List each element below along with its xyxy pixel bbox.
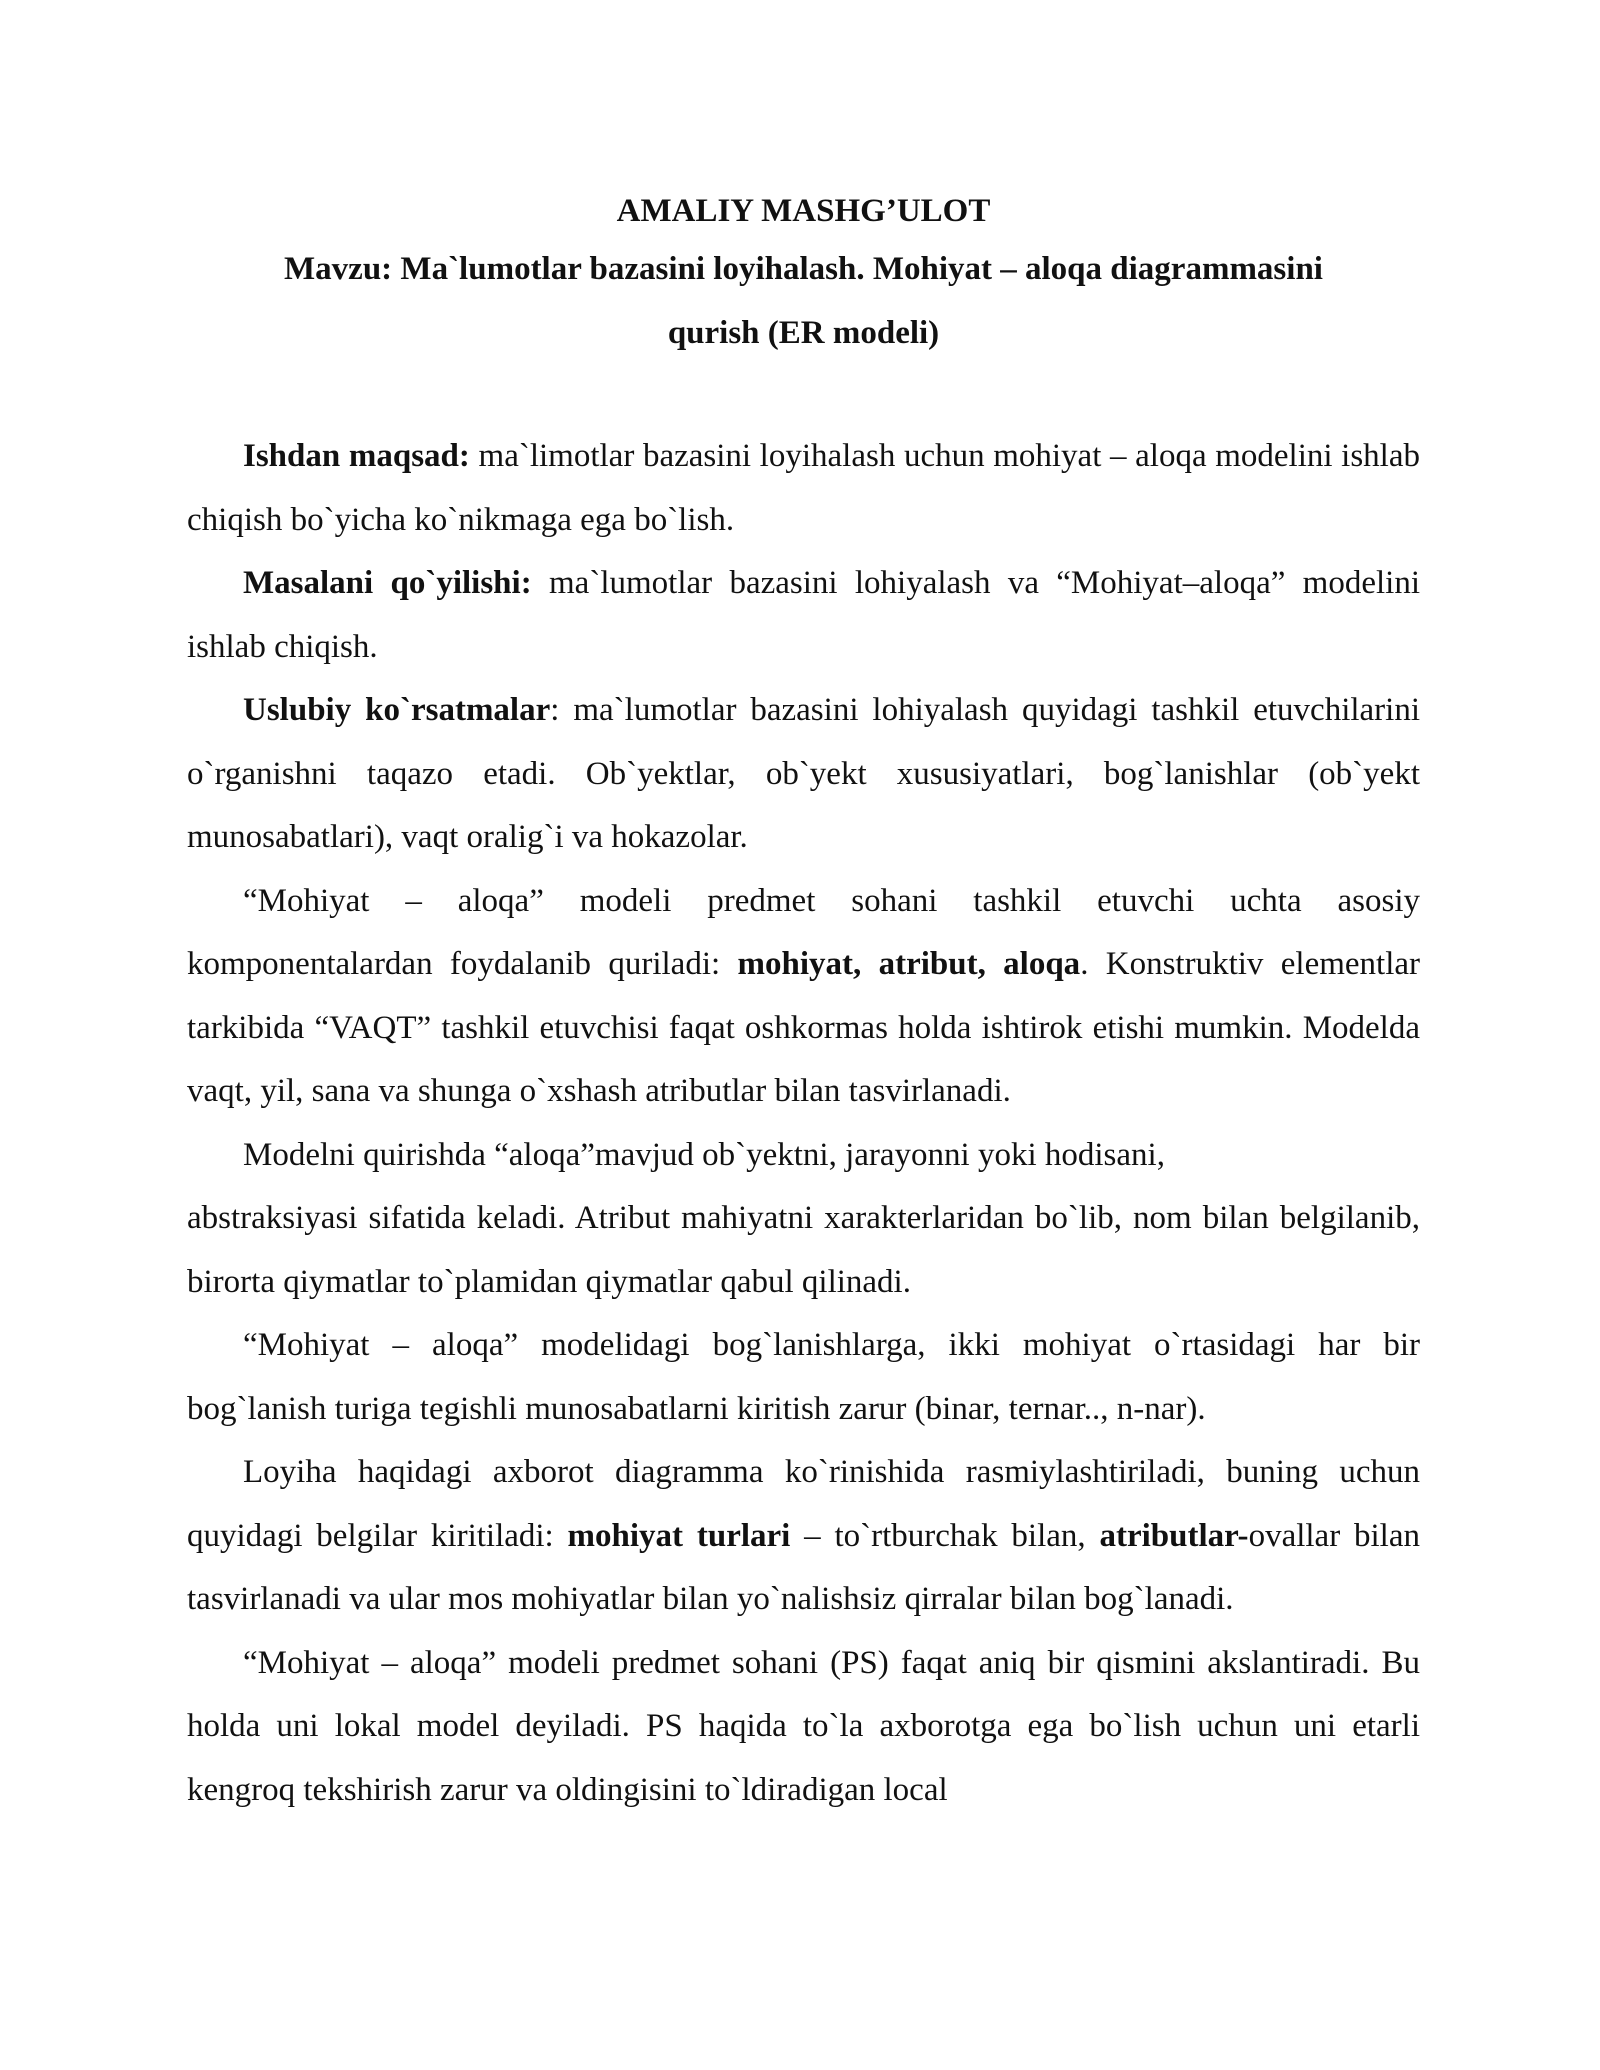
paragraph-model-building-line: Modelni quirishda “aloqa”mavjud ob`yektni, jarayonni yoki hodisani,: [243, 1136, 1165, 1173]
paragraph-guidelines: [187, 679, 1420, 870]
notation-text-a: Loyiha haqidagi axborot diagramma ko`rinishida rasmiylashtiriladi, buning uchun quyidagi belgilar kiritiladi:: [187, 1454, 1420, 1554]
subtitle-line-1: Mavzu: Ma`lumotlar bazasini loyihalash. Mohiyat – aloqa diagrammasini: [284, 251, 1323, 287]
purpose-label: Ishdan maqsad:: [243, 438, 470, 474]
notation-bold-b: atributlar-: [1099, 1517, 1249, 1554]
task-label: Masalani qo`yilishi:: [243, 565, 532, 601]
paragraph-model-building: abstraksiyasi sifatida keladi. Atribut mahiyatni xarakterlaridan bo`lib, nom bilan belgilanib, birorta qiymatlar to`plamidan qiymatlar qabul qilinadi.: [187, 1200, 1420, 1300]
document-content: [187, 185, 1420, 1822]
guidelines-label: Uslubiy ko`rsatmalar: [243, 692, 551, 728]
paragraph-model-components: [187, 870, 1420, 1124]
document-title: AMALIY MASHG’ULOT: [616, 193, 991, 229]
task-text: ma`lumotlar bazasini lohiyalash va “Mohiyat–aloqa” modelini ishlab chiqish.: [187, 565, 1420, 665]
components-bold: mohiyat, atribut, aloqa: [737, 946, 1081, 982]
paragraph-task: [187, 552, 1420, 679]
components-text-b: . Konstruktiv elementlar tarkibida “VAQT” tashkil etuvchisi faqat oshkormas holda ishtirok etishi mumkin. Modelda vaqt, yil, sana va shunga o`xshash atributlar bilan tasvirlanadi.: [187, 946, 1421, 1109]
paragraph-local-model: “Mohiyat – aloqa” modeli predmet sohani (PS) faqat aniq bir qismini akslantiradi. Bu holda uni lokal model deyiladi. PS haqida to`la axborotga ega bo`lish uchun uni etarli kengroq tekshirish zarur va oldingisini to`ldiradigan local: [187, 1644, 1420, 1808]
notation-text-c: ovallar bilan tasvirlanadi va ular mos mohiyatlar bilan yo`nalishsiz qirralar bilan bog`lanadi.: [187, 1517, 1420, 1617]
purpose-text: ma`limotlar bazasini loyihalash uchun mohiyat – aloqa modelini ishlab chiqish bo`yicha ko`nikmaga ega bo`lish.: [187, 438, 1420, 538]
paragraph-purpose: [187, 425, 1420, 552]
paragraph-diagram-notation: [187, 1441, 1420, 1632]
guidelines-text: : ma`lumotlar bazasini lohiyalash quyidagi tashkil etuvchilarini o`rganishni taqazo etadi. Ob`yektlar, ob`yekt xususiyatlari, bog`lanishlar (ob`yekt munosabatlari), vaqt oralig`i va hokazolar.: [187, 692, 1421, 855]
notation-text-b: – to`rtburchak bilan,: [790, 1517, 1100, 1554]
subtitle-line-2: qurish (ER modeli): [667, 315, 940, 351]
components-text-a: “Mohiyat – aloqa” modeli predmet sohani tashkil etuvchi uchta asosiy komponentalardan foydalanib quriladi:: [187, 882, 1420, 982]
notation-bold-a: mohiyat turlari: [567, 1517, 791, 1554]
document-subtitle: [187, 237, 1420, 365]
document-body: [187, 425, 1420, 1822]
paragraph-relationships: “Mohiyat – aloqa” modelidagi bog`lanishlarga, ikki mohiyat o`rtasidagi har bir bog`lanish turiga tegishli munosabatlarni kiritish zarur (binar, ternar.., n-nar).: [187, 1327, 1420, 1427]
